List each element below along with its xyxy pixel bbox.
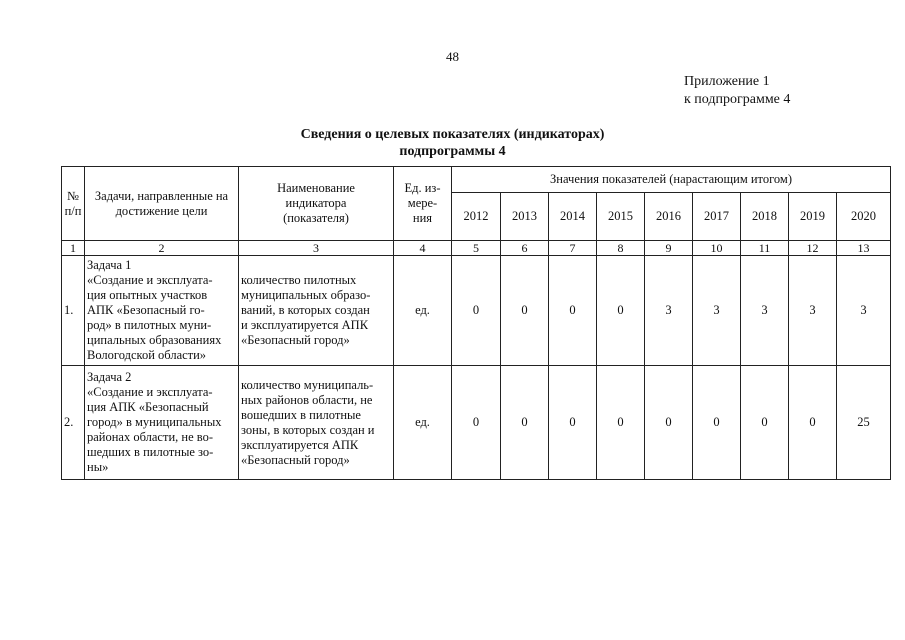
row-number: 2. — [62, 366, 85, 480]
value-cell: 0 — [789, 366, 837, 480]
header-year: 2014 — [549, 193, 597, 241]
column-number: 4 — [394, 241, 452, 256]
column-number: 8 — [597, 241, 645, 256]
column-number: 13 — [837, 241, 891, 256]
header-no: № п/п — [62, 167, 85, 241]
header-year: 2012 — [452, 193, 501, 241]
column-number: 9 — [645, 241, 693, 256]
header-indicator: Наименование индикатора (показателя) — [239, 167, 394, 241]
column-number: 3 — [239, 241, 394, 256]
header-unit: Ед. из- мере- ния — [394, 167, 452, 241]
header-year: 2013 — [501, 193, 549, 241]
column-number: 5 — [452, 241, 501, 256]
header-year: 2019 — [789, 193, 837, 241]
indicator-cell: количество муниципаль- ных районов области, не вошедших в пилотные зоны, в которых создан и эксплуатируется АПК «Безопасный город» — [239, 366, 394, 480]
header-year: 2018 — [741, 193, 789, 241]
value-cell: 3 — [693, 256, 741, 366]
column-number: 1 — [62, 241, 85, 256]
appendix-line-2: к подпрограмме 4 — [684, 92, 791, 107]
value-cell: 0 — [645, 366, 693, 480]
value-cell: 0 — [741, 366, 789, 480]
header-task: Задачи, направленные на достижение цели — [85, 167, 239, 241]
title-line-1: Сведения о целевых показателях (индикаторах) — [300, 127, 605, 142]
title-line-2: подпрограммы 4 — [399, 144, 506, 159]
value-cell: 0 — [597, 256, 645, 366]
value-cell: 0 — [452, 366, 501, 480]
value-cell: 0 — [501, 366, 549, 480]
appendix-line-1: Приложение 1 — [684, 74, 770, 89]
appendix-note — [684, 73, 790, 109]
value-cell: 0 — [549, 366, 597, 480]
header-year: 2017 — [693, 193, 741, 241]
header-values-group: Значения показателей (нарастающим итогом) — [452, 167, 891, 193]
indicator-cell: количество пилотных муниципальных образо- ваний, в которых создан и эксплуатируется АПК «Безопасный город» — [239, 256, 394, 366]
value-cell: 0 — [549, 256, 597, 366]
column-number: 10 — [693, 241, 741, 256]
header-year: 2020 — [837, 193, 891, 241]
column-numbers-row — [62, 241, 891, 256]
column-number: 12 — [789, 241, 837, 256]
header-year: 2015 — [597, 193, 645, 241]
header-year: 2016 — [645, 193, 693, 241]
value-cell: 25 — [837, 366, 891, 480]
value-cell: 0 — [693, 366, 741, 480]
indicators-table — [61, 166, 891, 480]
table-row — [62, 256, 891, 366]
unit-cell: ед. — [394, 256, 452, 366]
value-cell: 0 — [501, 256, 549, 366]
value-cell: 3 — [645, 256, 693, 366]
table-row — [62, 366, 891, 480]
page-number: 48 — [446, 49, 459, 64]
column-number: 11 — [741, 241, 789, 256]
value-cell: 0 — [452, 256, 501, 366]
row-number: 1. — [62, 256, 85, 366]
document-title — [0, 126, 905, 160]
column-number: 2 — [85, 241, 239, 256]
value-cell: 3 — [837, 256, 891, 366]
value-cell: 3 — [741, 256, 789, 366]
unit-cell: ед. — [394, 366, 452, 480]
value-cell: 0 — [597, 366, 645, 480]
column-number: 6 — [501, 241, 549, 256]
value-cell: 3 — [789, 256, 837, 366]
task-cell: Задача 1 «Создание и эксплуата- ция опытных участков АПК «Безопасный го- род» в пилотных муни- ципальных образованиях Вологодской области» — [85, 256, 239, 366]
task-cell: Задача 2 «Создание и эксплуата- ция АПК «Безопасный город» в муниципальных районах области, не во- шедших в пилотные зо- ны» — [85, 366, 239, 480]
column-number: 7 — [549, 241, 597, 256]
